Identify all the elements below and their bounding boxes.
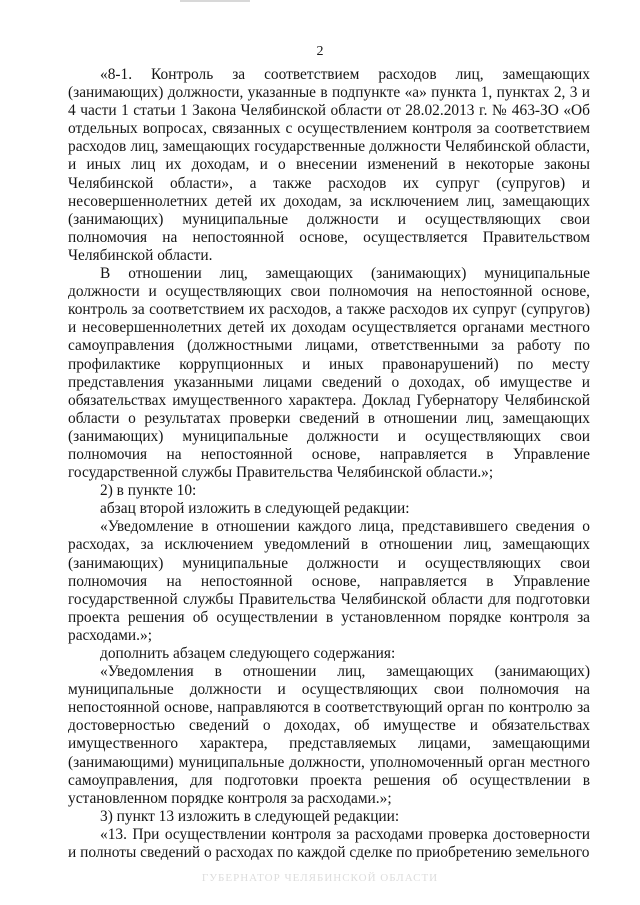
- paragraph-item-3: 3) пункт 13 изложить в следующей редакции:: [100, 807, 400, 825]
- footer-watermark: ГУБЕРНАТОР ЧЕЛЯБИНСКОЙ ОБЛАСТИ: [201, 872, 439, 884]
- paragraph-instruction: абзац второй изложить в следующей редакции:: [100, 500, 410, 518]
- paragraph-notifications-municipal: «Уведомления в отношении лиц, замещающих (занимающих) муниципальные должности и осуществляющих свои полномочия на непостоянной основе, направляются в соответствующий орган по контролю за достоверностью сведений о доходах, об имуществе и обязательствах имущественного характера, представляемых лицами, замещающими (занимающими) муниципальные должности, уполномоченный орган местного самоуправления, для подготовки проекта решения об осуществлении в установленном порядке контроля за расходами.»;: [68, 663, 590, 807]
- document-body: [68, 66, 590, 862]
- paragraph-8-1: «8-1. Контроль за соответствием расходов лиц, замещающих (занимающих) должности, указанные в подпункте «а» пункта 1, пунктах 2, 3 и 4 части 1 статьи 1 Закона Челябинской области от 28.02.2013 г. № 463-ЗО «Об отдельных вопросах, связанных с осуществлением контроля за соответствием расходов лиц, замещающих государственные должности Челябинской области, и иных лиц их доходам, и о внесении изменений в некоторые законы Челябинской области», а также расходов их супруг (супругов) и несовершеннолетних детей их доходам, за исключением лиц, замещающих (занимающих) муниципальные должности и осуществляющих свои полномочия на непостоянной основе, осуществляется Правительством Челябинской области.: [68, 66, 590, 264]
- paragraph-addition: дополнить абзацем следующего содержания:: [100, 645, 396, 662]
- paragraph-13: «13. При осуществлении контроля за расходами проверка достоверности и полноты сведений о расходах по каждой сделке по приобретению земельного: [68, 825, 590, 862]
- scan-edge-mark: [180, 0, 250, 2]
- page-number: 2: [316, 44, 324, 59]
- paragraph-item-2: 2) в пункте 10:: [100, 482, 197, 500]
- paragraph-municipal-control: В отношении лиц, замещающих (занимающих) муниципальные должности и осуществляющих свои полномочия на непостоянной основе, контроль за соответствием их расходов, а также расходов их супруг (супругов) и несовершеннолетних детей их доходам осуществляется органами местного самоуправления (должностными лицами, ответственными за работу по профилактике коррупционных и иных правонарушений) по месту представления указанными лицами сведений о доходах, об имуществе и обязательствах имущественного характера. Доклад Губернатору Челябинской области о результатах проверки сведений в отношении лиц, замещающих (занимающих) муниципальные должности и осуществляющих свои полномочия на непостоянной основе, направляется в Управление государственной службы Правительства Челябинской области.»;: [68, 265, 590, 482]
- paragraph-notification: «Уведомление в отношении каждого лица, представившего сведения о расходах, за исключением уведомлений в отношении лиц, замещающих (занимающих) муниципальные должности и осуществляющих свои полномочия на непостоянной основе, направляется в Управление государственной службы Правительства Челябинской области для подготовки проекта решения об осуществлении в установленном порядке контроля за расходами.»;: [68, 518, 590, 644]
